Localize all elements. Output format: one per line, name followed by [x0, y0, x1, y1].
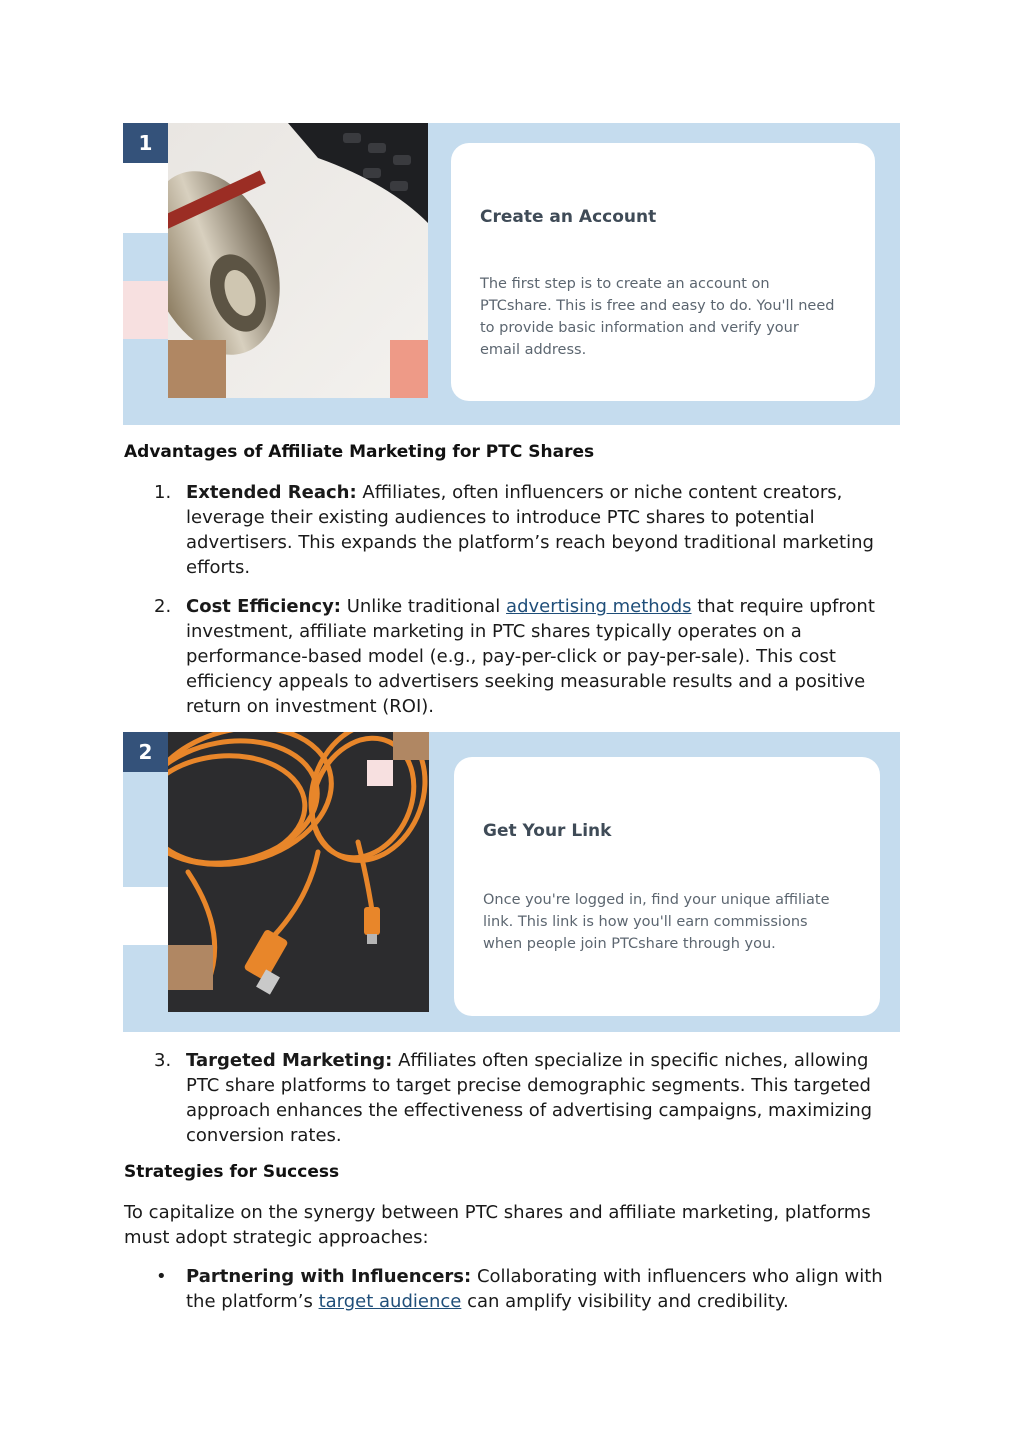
list-item-targeted-marketing: [186, 1048, 898, 1148]
step-title: Create an Account: [480, 207, 657, 227]
item-label: Cost Efficiency:: [186, 596, 341, 617]
decor-salmon-square: [390, 340, 428, 398]
decor-pink-square: [123, 281, 168, 339]
step-number-badge: 1: [123, 123, 168, 163]
strategies-heading: Strategies for Success: [124, 1162, 340, 1182]
step-description: Once you're logged in, find your unique affiliate link. This link is how you'll earn commissions when people join PTCshare through you.: [483, 892, 830, 952]
step-2-banner: [123, 732, 900, 1032]
item-label: Partnering with Influencers:: [186, 1266, 472, 1287]
advantages-heading: Advantages of Affiliate Marketing for PTC Shares: [124, 442, 595, 462]
decor-pink-square: [367, 760, 393, 786]
list-number: 2.: [154, 596, 172, 617]
item-text: that require upfront investment, affiliate marketing in PTC shares typically operates on a performance-based model (e.g., pay-per-click or pay-per-sale). This cost efficiency appeals to advertisers seeking measurable results and a positive return on investment (ROI).: [186, 596, 875, 717]
step-number-badge: 2: [123, 732, 168, 772]
item-label: Targeted Marketing:: [186, 1050, 393, 1071]
target-audience-link[interactable]: target audience: [318, 1291, 462, 1312]
item-text: Affiliates, often influencers or niche content creators, leverage their existing audiences to introduce PTC shares to potential advertisers. This expands the platform’s reach beyond traditional marketing efforts.: [186, 482, 874, 578]
decor-tan-square: [168, 340, 226, 398]
item-text: can amplify visibility and credibility.: [461, 1291, 789, 1312]
item-label: Extended Reach:: [186, 482, 357, 503]
item-text: Unlike traditional: [341, 596, 507, 617]
step-1-banner: [123, 123, 900, 425]
step-card: [454, 757, 880, 1016]
decor-strip: [123, 163, 168, 233]
list-number: 3.: [154, 1050, 172, 1071]
item-text: Affiliates often specialize in specific niches, allowing PTC share platforms to target precise demographic segments. This targeted approach enhances the effectiveness of advertising campaigns, maximizing conversion rates.: [186, 1050, 873, 1146]
list-item-extended-reach: [186, 480, 898, 580]
advertising-methods-link[interactable]: advertising methods: [506, 596, 692, 617]
decor-tan-square: [393, 732, 429, 760]
step-card: [451, 143, 875, 401]
bullet-item-partnering-influencers: [186, 1264, 898, 1314]
list-item-cost-efficiency: [186, 594, 898, 719]
strategies-intro: To capitalize on the synergy between PTC shares and affiliate marketing, platforms must adopt strategic approaches:: [124, 1202, 871, 1248]
item-text: Collaborating with influencers who align with the platform’s: [186, 1266, 883, 1312]
step-description: The first step is to create an account on PTCshare. This is free and easy to do. You'll need to provide basic information and verify your email address.: [480, 276, 835, 358]
bullet-marker: •: [156, 1266, 167, 1287]
decor-tan-square: [168, 945, 213, 990]
decor-strip: [123, 887, 168, 945]
step-title: Get Your Link: [483, 821, 612, 841]
list-number: 1.: [154, 482, 172, 503]
